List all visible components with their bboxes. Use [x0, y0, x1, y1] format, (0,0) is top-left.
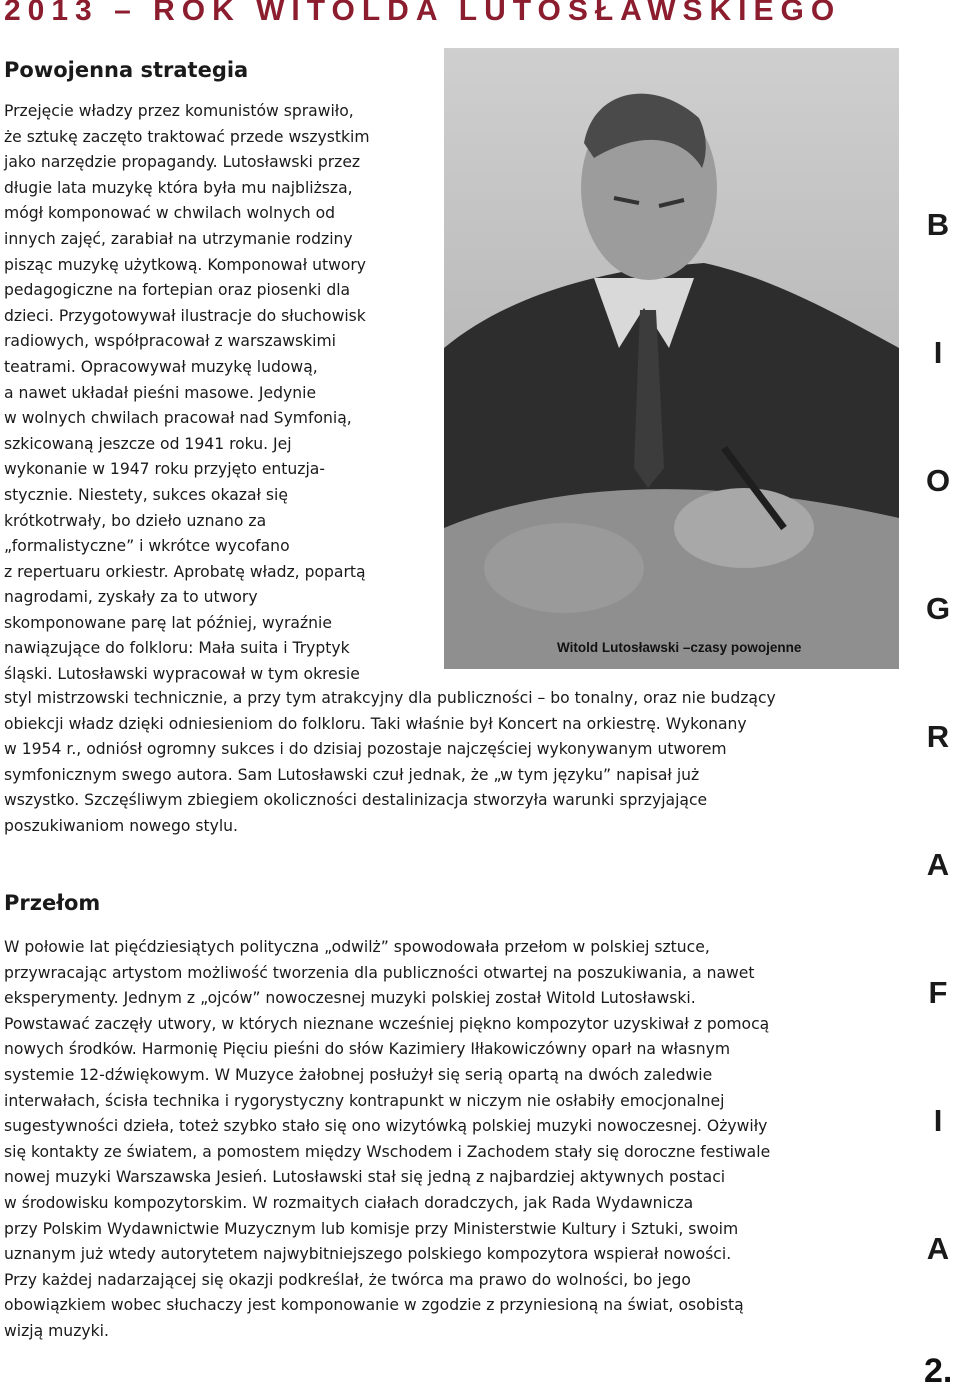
text-line: teatrami. Opracowywał muzykę ludową, [4, 357, 318, 376]
text-line: stycznie. Niestety, sukces okazał się [4, 485, 288, 504]
text-line: z repertuaru orkiestr. Aprobatę władz, popartą [4, 562, 366, 581]
side-letter: A [926, 847, 950, 882]
side-letter: F [928, 975, 948, 1010]
side-letter: I [933, 1103, 943, 1138]
text-line: radiowych, współpracował z warszawskimi [4, 332, 337, 351]
photo-caption: Witold Lutosławski –czasy powojenne [557, 640, 802, 655]
text-line: nowej muzyki Warszawska Jesień. Lutosławski stał się jedną z najbardziej aktywnych postaci [4, 1168, 726, 1187]
page-banner: 2013 – ROK WITOLDA LUTOSŁAWSKIEGO [4, 0, 842, 27]
text-line: innych zajęć, zarabiał na utrzymanie rodziny [4, 229, 353, 248]
text-line: pedagogiczne na fortepian oraz piosenki dla [4, 281, 351, 300]
text-line: w wolnych chwilach pracował nad Symfonią, [4, 409, 352, 428]
text-line: wykonanie w 1947 roku przyjęto entuzja- [4, 460, 325, 479]
section2-text [4, 935, 910, 1345]
text-line: nowych środków. Harmonię Pięciu pieśni do słów Kazimiery Iłłakowiczówny oparł na własnym [4, 1040, 731, 1059]
text-line: śląski. Lutosławski wypracował w tym okresie [4, 665, 360, 684]
side-letter: G [925, 591, 951, 626]
text-line: przy Polskim Wydawnictwie Muzycznym lub komisje przy Ministerstwie Kultury i Sztuki, swoim [4, 1219, 739, 1238]
text-line: poszukiwaniom nowego stylu. [4, 816, 239, 835]
text-line: nawiązujące do folkloru: Mała suita i Tryptyk [4, 639, 350, 658]
text-line: sugestywności dzieła, toteż szybko stało się ono wizytówką polskiej muzyki nowoczesnej. Ożywiły [4, 1117, 768, 1136]
page-number: 2. [924, 1352, 953, 1390]
text-line: wizją muzyki. [4, 1321, 109, 1340]
side-letter: O [925, 463, 951, 498]
text-line: szkicowaną jeszcze od 1941 roku. Jej [4, 434, 292, 453]
text-line: skomponowane parę lat później, wyraźnie [4, 613, 332, 632]
text-line: Przejęcie władzy przez komunistów sprawiło, [4, 102, 354, 120]
side-letter: B [926, 207, 950, 242]
section1-column-text [4, 99, 432, 688]
text-line: jako narzędzie propagandy. Lutosławski przez [4, 153, 361, 172]
section-heading-przelom: Przełom [4, 891, 101, 915]
text-line: przywracając artystom możliwość tworzenia dla publiczności otwartej na poszukiwania, a nawet [4, 963, 755, 982]
text-line: że sztukę zaczęto traktować przede wszystkim [4, 127, 370, 146]
section-heading-powojenna: Powojenna strategia [4, 58, 249, 82]
section1-full-text [4, 686, 910, 840]
text-line: wszystko. Szczęśliwym zbiegiem okoliczności destalinizacja stworzyła warunki sprzyjające [4, 791, 708, 810]
text-line: systemie 12-dźwiękowym. W Muzyce żałobnej posłużył się serią opartą na dwóch zaledwie [4, 1065, 713, 1084]
text-line: uznanym już wtedy autorytetem najwybitniejszego polskiego kompozytora wspierał nowości. [4, 1245, 732, 1264]
text-line: „formalistyczne” i wkrótce wycofano [4, 537, 290, 556]
text-line: w 1954 r., odniósł ogromny sukces i do dzisiaj pozostaje najczęściej wykonywanym utworem [4, 740, 727, 759]
text-line: styl mistrzowski technicznie, a przy tym atrakcyjny dla publiczności – bo tonalny, oraz nie budzący [4, 689, 776, 707]
text-line: W połowie lat pięćdziesiątych polityczna „odwilż” spowodowała przełom w polskiej sztuce, [4, 938, 710, 956]
text-line: w środowisku kompozytorskim. W rozmaitych ciałach doradczych, jak Rada Wydawnicza [4, 1193, 694, 1212]
text-line: eksperymenty. Jednym z „ojców” nowoczesnej muzyki polskiej został Witold Lutosławski. [4, 989, 696, 1008]
text-line: Przy każdej nadarzającej się okazji podkreślał, że twórca ma prawo do wolności, bo jego [4, 1270, 691, 1289]
text-line: interwałach, ścisła technika i rygorystyczny kontrapunkt w niczym nie osłabiły emocjonalnej [4, 1091, 725, 1110]
text-line: obowiązkiem wobec słuchaczy jest komponowanie w zgodzie z przyniesioną na świat, osobistą [4, 1296, 744, 1315]
text-line: a nawet układał pieśni masowe. Jedynie [4, 383, 317, 402]
side-letter: A [926, 1231, 950, 1266]
text-line: obiekcji władz dzięki odniesieniom do folkloru. Taki właśnie był Koncert na orkiestrę. Wykonany [4, 714, 747, 733]
text-line: symfonicznym swego autora. Sam Lutosławski czuł jednak, że „w tym języku” napisał już [4, 765, 700, 784]
composer-photo [444, 48, 899, 669]
text-line: dzieci. Przygotowywał ilustracje do słuchowisk [4, 306, 366, 325]
text-line: pisząc muzykę użytkową. Komponował utwory [4, 255, 367, 274]
text-line: krótkotrwały, bo dzieło uznano za [4, 511, 267, 530]
text-line: długie lata muzykę która była mu najbliższa, [4, 178, 353, 197]
side-letter: I [933, 335, 943, 370]
text-line: Powstawać zaczęły utwory, w których nieznane wcześniej piękno kompozytor uzyskiwał z pomocą [4, 1014, 770, 1033]
text-line: się kontakty ze światem, a pomostem między Wschodem i Zachodem stały się doroczne festiwale [4, 1142, 771, 1161]
text-line: nagrodami, zyskały za to utwory [4, 588, 258, 607]
text-line: mógł komponować w chwilach wolnych od [4, 204, 336, 223]
side-letter: R [926, 719, 950, 754]
composer-photo-illustration [444, 48, 899, 669]
